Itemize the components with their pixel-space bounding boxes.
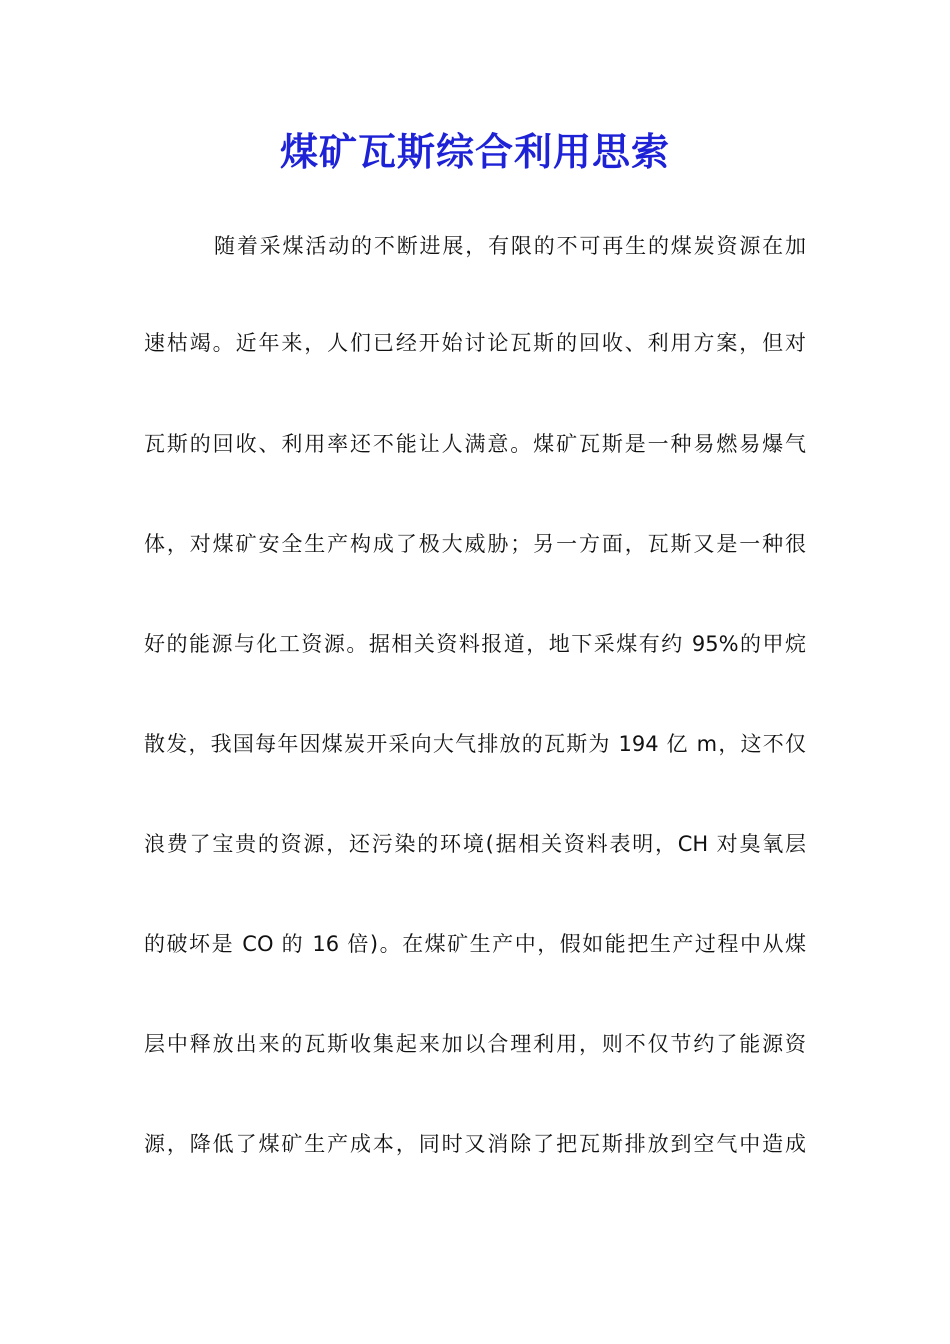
paragraph-line: 好的能源与化工资源。据相关资料报道，地下采煤有约 95%的甲烷 <box>144 632 806 656</box>
paragraph-line: 浪费了宝贵的资源，还污染的环境(据相关资料表明，CH 对臭氧层 <box>144 832 806 856</box>
paragraph-line: 随着采煤活动的不断进展，有限的不可再生的煤炭资源在加 <box>214 234 806 258</box>
paragraph-line: 速枯竭。近年来，人们已经开始讨论瓦斯的回收、利用方案，但对 <box>144 331 806 355</box>
paragraph-line: 的破坏是 CO 的 16 倍)。在煤矿生产中，假如能把生产过程中从煤 <box>144 932 806 956</box>
paragraph-line: 源，降低了煤矿生产成本，同时又消除了把瓦斯排放到空气中造成 <box>144 1132 806 1156</box>
paragraph-line: 层中释放出来的瓦斯收集起来加以合理利用，则不仅节约了能源资 <box>144 1032 806 1056</box>
paragraph-line: 散发，我国每年因煤炭开采向大气排放的瓦斯为 194 亿 m，这不仅 <box>144 732 806 756</box>
document-title: 煤矿瓦斯综合利用思索 <box>279 129 670 174</box>
paragraph-line: 体，对煤矿安全生产构成了极大威胁；另一方面，瓦斯又是一种很 <box>144 532 806 556</box>
paragraph-line: 瓦斯的回收、利用率还不能让人满意。煤矿瓦斯是一种易燃易爆气 <box>144 432 806 456</box>
